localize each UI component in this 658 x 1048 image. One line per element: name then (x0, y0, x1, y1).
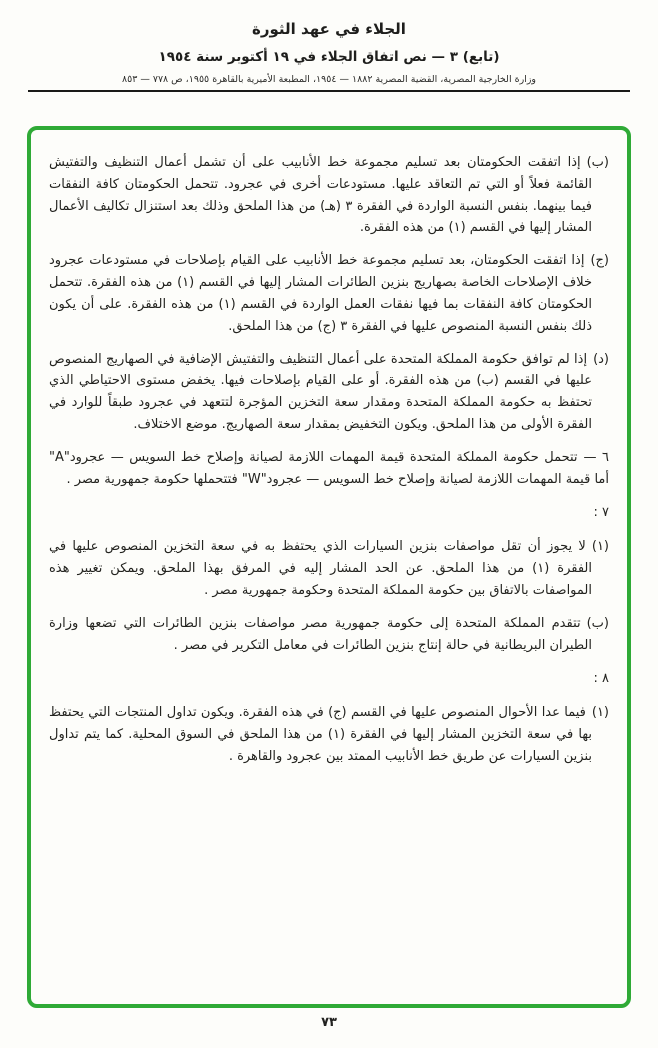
section-number (49, 502, 609, 524)
paragraph-text: تتقدم المملكة المتحدة إلى حكومة جمهورية مصر مواصفات بنزين الطائرات التي تضعها وزارة الطيران البريطانية في حالة إنتاج بنزين الطائرات في معامل التكرير في مصر . (49, 615, 592, 653)
paragraph-item (49, 613, 609, 657)
page-header (0, 0, 658, 92)
paragraph-item (49, 447, 609, 491)
section-number (49, 668, 609, 690)
content-box (27, 126, 631, 1008)
paragraph-label: (ب) (586, 155, 609, 170)
paragraph-label: (ج) (590, 253, 609, 269)
paragraph-item (49, 250, 609, 337)
header-divider (28, 90, 630, 92)
paragraph-item (49, 152, 609, 239)
paragraph-label: (١) (591, 705, 609, 721)
paragraph-label: (د) (593, 351, 609, 367)
paragraph-item (49, 536, 609, 601)
paragraph-label: (١) (591, 539, 609, 555)
page-number: ٧٣ (321, 1015, 337, 1030)
section-number-label: ٧ : (593, 504, 609, 520)
paragraph-text: إذا اتفقت الحكومتان، بعد تسليم مجموعة خط الأنابيب على القيام بإصلاحات في مستودعات عجرود خلاف الإصلاحات الخاصة بصهاريج بنزين الطائرات المشار إليها في القسم (١) من هذه الفقرة. تتحمل الحكومتان كافة النفقات بما فيها نفقات العمل الواردة في القسم (١) من هذه الفقرة. على أن يكون ذلك بنفس النسبة المنصوص عليها في الفقرة ٣ (ج) من هذا الملحق. (49, 253, 593, 334)
paragraph-text: فيما عدا الأحوال المنصوص عليها في القسم (ج) في هذه الفقرة. ويكون تداول المنتجات التي يحتفظ بها في سعة التخزين المشار إليها في الفقرة (١) من هذا الملحق في السوق المحلية. كما يتم تداول بنزين السيارات عن طريق خط الأنابيب الممتد بين عجرود والقاهرة . (49, 705, 592, 765)
paragraph-text: لا يجوز أن تقل مواصفات بنزين السيارات الذي يحتفظ به في سعة التخزين المنصوص عليها في الفقرة (١) من هذا الملحق. عن الحد المشار إليه في المرفق بهذا الملحق. ويمكن تغيير هذه المواصفات بالاتفاق بين حكومة المملكة المتحدة وحكومة جمهورية مصر . (49, 539, 592, 599)
section-number-label: ٨ : (593, 670, 609, 686)
document-title: الجلاء في عهد الثورة (252, 20, 406, 38)
document-subtitle: (تابع) ٣ — نص اتفاق الجلاء في ١٩ أكتوبر سنة ١٩٥٤ (158, 49, 500, 65)
paragraph-text: تتحمل حكومة المملكة المتحدة قيمة المهمات اللازمة لصيانة وإصلاح خط السويس — عجرود"A" أما قيمة المهمات اللازمة لصيانة وإصلاح خط السويس — عجرود"W" فتتحملها حكومة جمهورية مصر . (49, 449, 609, 487)
paragraph-text: إذا لم توافق حكومة المملكة المتحدة على أعمال التنظيف والتفتيش الإضافية في الصهاريج المنصوص عليها في القسم (ب) من هذه الفقرة. أو على القيام بإصلاحات فيها. يخفض مستوى الاحتياطي الذي تحتفظ به حكومة المملكة المتحدة ومقدار سعة التخزين المؤجرة لتتعهد في عجرود طبقاً للوارد في الفقرة الأولى من هذا الملحق. ويكون التخفيض بمقدار سعة الصهاريج. موضع الاختلاف. (49, 351, 592, 433)
paragraph-label: ٦ — (583, 449, 610, 465)
paragraph-text: إذا اتفقت الحكومتان بعد تسليم مجموعة خط الأنابيب على أن تشمل أعمال التنظيف والتفتيش القائمة فعلاً أو التي تم التعاقد عليها. مستودعات أخرى في عجرود. تتحمل الحكومتان كافة النفقات فيما بينهما. بنفس النسبة الواردة في الفقرة ٣ (هـ) من هذا الملحق وذلك بعد استنزال تكاليف الأعمال المشار إليها في القسم (١) من هذه الفقرة. (49, 155, 592, 236)
paragraph-label: (ب) (586, 615, 609, 631)
paragraph-item (49, 702, 609, 767)
paragraph-item (49, 349, 609, 436)
source-citation: وزارة الخارجية المصرية، القضية المصرية ١٨٨٢ — ١٩٥٤، المطبعة الأميرية بالقاهرة ١٩٥٥، ص ٧٧٨ — ٨٥٣ (121, 74, 536, 85)
